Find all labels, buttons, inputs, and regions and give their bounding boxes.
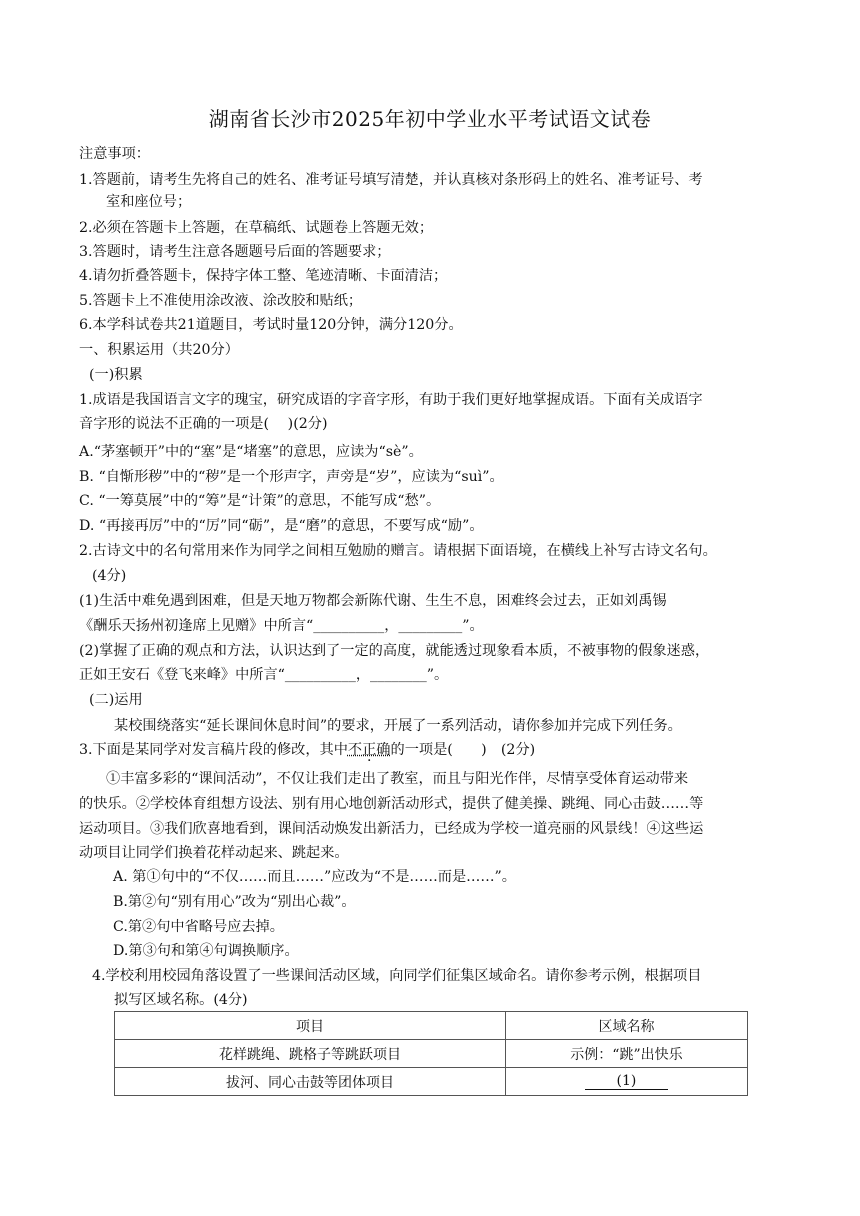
notice-item: 6.本学科试卷共21道题目，考试时量120分钟，满分120分。 [79, 317, 463, 333]
notice-item: 2.必须在答题卡上答题，在草稿纸、试题卷上答题无效； [79, 220, 434, 236]
activity-intro: 某校围绕落实“延长课间休息时间”的要求，开展了一系列活动，请你参加并完成下列任务。 [114, 718, 682, 734]
notice-item: 室和座位号； [106, 194, 192, 210]
question-1-stem: 音字形的说法不正确的一项是( )(2分) [79, 416, 328, 432]
passage-line: 的快乐。②学校体育组想方设法、别有用心地创新活动形式，提供了健美操、跳绳、同心击鼓……等 [79, 796, 704, 812]
question-4-stem: 4.学校利用校园角落设置了一些课间活动区域，向同学们征集区域命名。请你参考示例，根据项目 [92, 968, 702, 984]
notice-item: 4.请勿折叠答题卡，保持字体工整、笔迹清晰、卡面清洁； [79, 268, 448, 284]
exam-title: 湖南省长沙市2025年初中学业水平考试语文试卷 [208, 107, 652, 131]
section-heading: 一、积累运用（共20分） [79, 342, 239, 358]
question-3-stem [79, 740, 535, 760]
question-3-option: B.第②句“别有用心”改为“别出心裁”。 [113, 894, 356, 910]
question-2-stem: (4分) [92, 568, 127, 584]
question-1-stem: 1.成语是我国语言文字的瑰宝，研究成语的字音字形，有助于我们更好地掌握成语。下面有关成语字 [79, 392, 703, 408]
subsection-heading: (一)积累 [89, 367, 143, 383]
question-3-stem-pre: 3.下面是某同学对发言稿片段的修改，其中 [79, 742, 348, 758]
question-2-part: (1)生活中难免遇到困难，但是天地万物都会新陈代谢、生生不息，困难终会过去，正如刘禹锡 [79, 593, 667, 609]
passage-line: ①丰富多彩的“课间活动”，不仅让我们走出了教室，而且与阳光作伴，尽情享受体育运动带来 [106, 771, 689, 787]
answer-blank[interactable]: (1) [585, 1073, 669, 1090]
question-2-stem: 2.古诗文中的名句常用来作为同学之间相互勉励的赠言。请根据下面语境，在横线上补写古诗文名句。 [79, 543, 717, 559]
passage-line: 运动项目。③我们欣喜地看到，课间活动焕发出新活力，已经成为学校一道亮丽的风景线！④这些运 [79, 821, 704, 837]
notice-item: 5.答题卡上不准使用涂改液、涂改胶和贴纸； [79, 293, 363, 309]
question-3-stem-post: 的一项是( ) (2分) [390, 742, 536, 758]
question-2-part: (2)掌握了正确的观点和方法，认识达到了一定的高度，就能透过现象看本质，不被事物的假象迷惑， [79, 643, 710, 659]
area-naming-table [114, 1011, 748, 1096]
table-cell: 花样跳绳、跳格子等跳跃项目 [115, 1040, 506, 1068]
notice-item: 3.答题时，请考生注意各题题号后面的答题要求； [79, 244, 391, 260]
question-2-part: 《酬乐天扬州初逢席上见赠》中所言“__________，_________”。 [79, 618, 484, 634]
question-1-option: A.“茅塞顿开”中的“塞”是“堵塞”的意思，应读为“sè”。 [79, 444, 423, 460]
answer-blank-cell[interactable] [505, 1068, 747, 1096]
notice-item: 1.答题前，请考生先将自己的姓名、准考证号填写清楚，并认真核对条形码上的姓名、准考证号、考 [79, 172, 703, 188]
question-2-part: 正如王安石《登飞来峰》中所言“__________，________”。 [79, 667, 449, 683]
passage-line: 动项目让同学们换着花样动起来、跳起来。 [79, 845, 349, 861]
notice-heading: 注意事项： [79, 146, 150, 162]
question-1-option: D. “再接再厉”中的“厉”同“砺”，是“磨”的意思，不要写成“励”。 [79, 518, 484, 534]
table-header-cell: 区域名称 [505, 1012, 747, 1040]
question-3-option: D.第③句和第④句调换顺序。 [113, 943, 299, 959]
table-header-row [115, 1012, 748, 1040]
question-1-option: B. “自惭形秽”中的“秽”是一个形声字，声旁是“岁”，应读为“suì”。 [79, 469, 504, 485]
table-header-cell: 项目 [115, 1012, 506, 1040]
table-cell: 拔河、同心击鼓等团体项目 [115, 1068, 506, 1096]
table-row [115, 1040, 748, 1068]
subsection-heading: (二)运用 [89, 692, 143, 708]
question-1-option: C. “一筹莫展”中的“筹”是“计策”的意思，不能写成“愁”。 [79, 493, 441, 509]
question-3-option: C.第②句中省略号应去掉。 [113, 919, 284, 935]
question-4-stem: 拟写区域名称。(4分) [114, 992, 248, 1008]
question-3-option: A. 第①句中的“不仅……而且……”应改为“不是……而是……”。 [113, 869, 516, 885]
table-cell: 示例：“跳”出快乐 [505, 1040, 747, 1068]
table-row [115, 1068, 748, 1096]
emphasis-text: 不正确 [347, 742, 391, 758]
